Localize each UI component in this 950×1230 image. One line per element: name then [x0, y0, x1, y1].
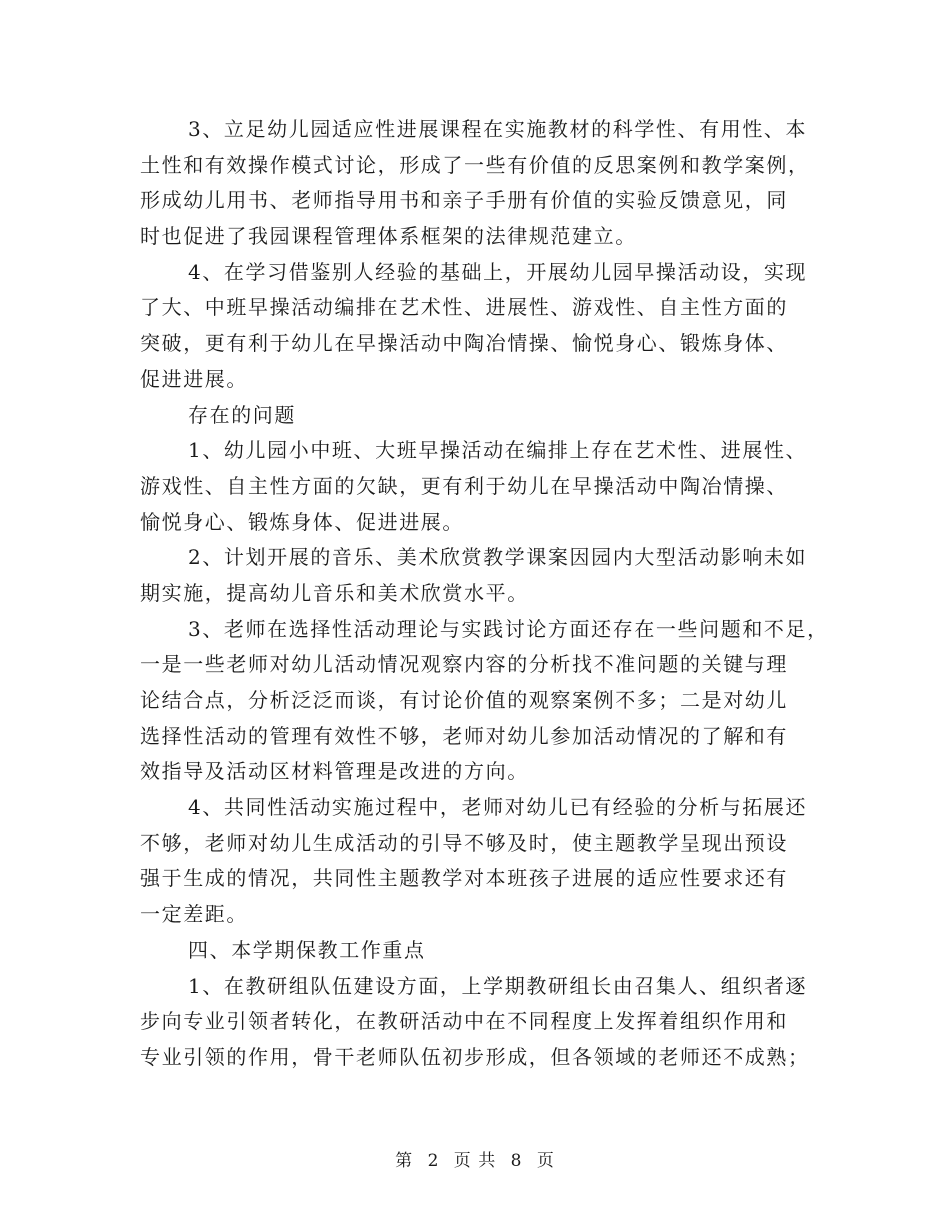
text-line: 形成幼儿用书、老师指导用书和亲子手册有价值的实验反馈意见，同	[140, 188, 788, 213]
text-line: 4、共同性活动实施过程中，老师对幼儿已有经验的分析与拓展还	[188, 795, 808, 820]
text-line: 一是一些老师对幼儿活动情况观察内容的分析找不准问题的关键与理	[140, 652, 788, 677]
text-line: 专业引领的作用，骨干老师队伍初步形成，但各领域的老师还不成熟；	[140, 1044, 810, 1069]
text-line: 愉悦身心、锻炼身体、促进进展。	[140, 509, 464, 534]
text-line: 3、立足幼儿园适应性进展课程在实施教材的科学性、有用性、本	[188, 117, 808, 141]
text-line: 论结合点，分析泛泛而谈，有讨论价值的观察案例不多；二是对幼儿	[140, 688, 788, 712]
footer-total-pages: 8	[510, 1151, 523, 1171]
text-line: 了大、中班早操活动编排在艺术性、进展性、游戏性、自主性方面的	[140, 295, 788, 320]
text-line: 促进进展。	[140, 366, 248, 391]
page-footer	[0, 1146, 950, 1171]
footer-middle: 页 共	[453, 1151, 497, 1171]
text-line: 时也促进了我园课程管理体系框架的法律规范建立。	[140, 224, 637, 249]
text-line: 土性和有效操作模式讨论，形成了一些有价值的反思案例和教学案例，	[140, 152, 810, 177]
text-line: 选择性活动的管理有效性不够，老师对幼儿参加活动情况的了解和有	[140, 723, 788, 748]
footer-prefix: 第	[395, 1151, 414, 1171]
text-line: 步向专业引领者转化，在教研活动中在不同程度上发挥着组织作用和	[140, 1009, 788, 1034]
text-line: 不够，老师对幼儿生成活动的引导不够及时，使主题教学呈现出预设	[140, 830, 788, 855]
text-line: 游戏性、自主性方面的欠缺，更有利于幼儿在早操活动中陶冶情操、	[140, 473, 788, 498]
text-line: 1、幼儿园小中班、大班早操活动在编排上存在艺术性、进展性、	[188, 438, 808, 463]
text-line: 3、老师在选择性活动理论与实践讨论方面还存在一些问题和不足，	[188, 616, 829, 641]
section-heading: 存在的问题	[188, 402, 296, 427]
text-line: 强于生成的情况，共同性主题教学对本班孩子进展的适应性要求还有	[140, 866, 788, 891]
text-line: 一定差距。	[140, 902, 248, 927]
text-line: 期实施，提高幼儿音乐和美术欣赏水平。	[140, 580, 529, 605]
section-heading: 四、本学期保教工作重点	[188, 937, 426, 962]
text-line: 效指导及活动区材料管理是改进的方向。	[140, 759, 529, 784]
text-line: 4、在学习借鉴别人经验的基础上，开展幼儿园早操活动设，实现	[188, 259, 808, 284]
footer-page-number: 2	[427, 1151, 440, 1171]
text-line: 1、在教研组队伍建设方面，上学期教研组长由召集人、组织者逐	[188, 973, 808, 998]
text-line: 突破，更有利于幼儿在早操活动中陶冶情操、愉悦身心、锻炼身体、	[140, 331, 788, 356]
text-line: 2、计划开展的音乐、美术欣赏教学课案因园内大型活动影响未如	[188, 545, 808, 570]
footer-suffix: 页	[536, 1151, 555, 1171]
document-body	[140, 112, 830, 1076]
